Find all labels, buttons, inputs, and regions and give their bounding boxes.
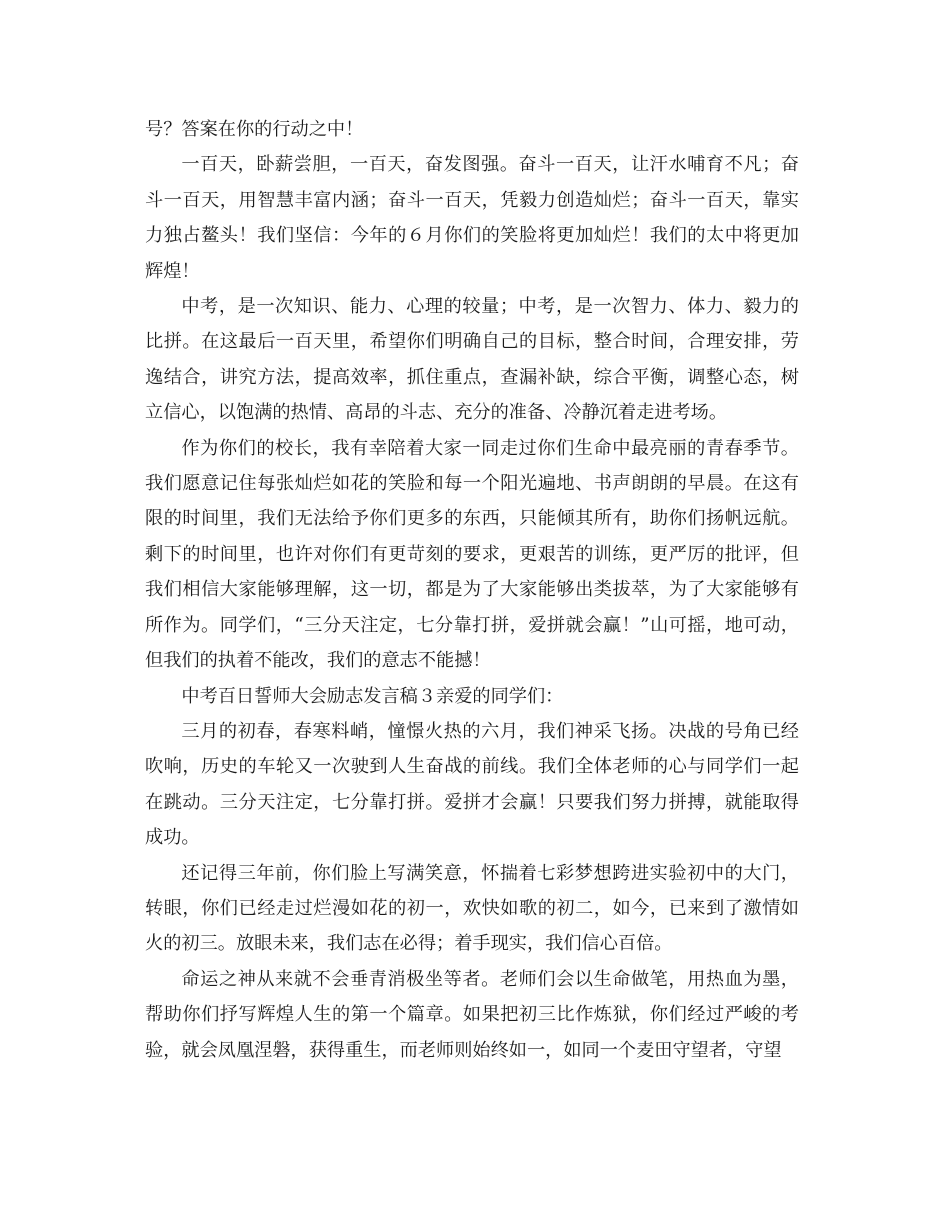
paragraph-7: 命运之神从来就不会垂青消极坐等者。老师们会以生命做笔，用热血为墨，帮助你们抒写辉煌人生的第一个篇章。如果把初三比作炼狱，你们经过严峻的考验，就会凤凰涅磐，获得重生，而老师则始终如一，如同一个麦田守望者，守望 [145,968,799,1061]
paragraph-6: 还记得三年前，你们脸上写满笑意，怀揣着七彩梦想跨进实验初中的大门，转眼，你们已经走过烂漫如花的初一，欢快如歌的初二，如今，已来到了激情如火的初三。放眼未来，我们志在必得；着手现实，我们信心百倍。 [145,862,799,955]
paragraph-2: 一百天，卧薪尝胆，一百天，奋发图强。奋斗一百天，让汗水哺育不凡；奋斗一百天，用智慧丰富内涵；奋斗一百天，凭毅力创造灿烂；奋斗一百天，靠实力独占鳌头！我们坚信：今年的６月你们的笑脸将更加灿烂！我们的太中将更加辉煌！ [145,154,799,282]
document-body [145,112,799,1068]
paragraph-1: 号？答案在你的行动之中！ [145,119,364,140]
paragraph-5: 三月的初春，春寒料峭，憧憬火热的六月，我们神采飞扬。决战的号角已经吹响，历史的车轮又一次驶到人生奋战的前线。我们全体老师的心与同学们一起在跳动。三分天注定，七分靠打拼。爱拼才会赢！只要我们努力拼搏，就能取得成功。 [145,720,799,849]
paragraph-4: 作为你们的校长，我有幸陪着大家一同走过你们生命中最亮丽的青春季节。我们愿意记住每张灿烂如花的笑脸和每一个阳光遍地、书声朗朗的早晨。在这有限的时间里，我们无法给予你们更多的东西，只能倾其所有，助你们扬帆远航。剩下的时间里，也许对你们有更苛刻的要求，更艰苦的训练，更严厉的批评，但我们相信大家能够理解，这一切，都是为了大家能够出类拔萃，为了大家能够有所作为。同学们，“三分天注定，七分靠打拼，爱拼就会赢！”山可摇，地可动，但我们的执着不能改，我们的意志不能撼！ [145,437,799,672]
paragraph-3: 中考，是一次知识、能力、心理的较量；中考，是一次智力、体力、毅力的比拼。在这最后一百天里，希望你们明确自己的目标，整合时间，合理安排，劳逸结合，讲究方法，提高效率，抓住重点，查漏补缺，综合平衡，调整心态，树立信心，以饱满的热情、高昂的斗志、充分的准备、冷静沉着走进考场。 [145,296,799,424]
section-heading: 中考百日誓师大会励志发言稿３亲爱的同学们： [181,685,564,707]
